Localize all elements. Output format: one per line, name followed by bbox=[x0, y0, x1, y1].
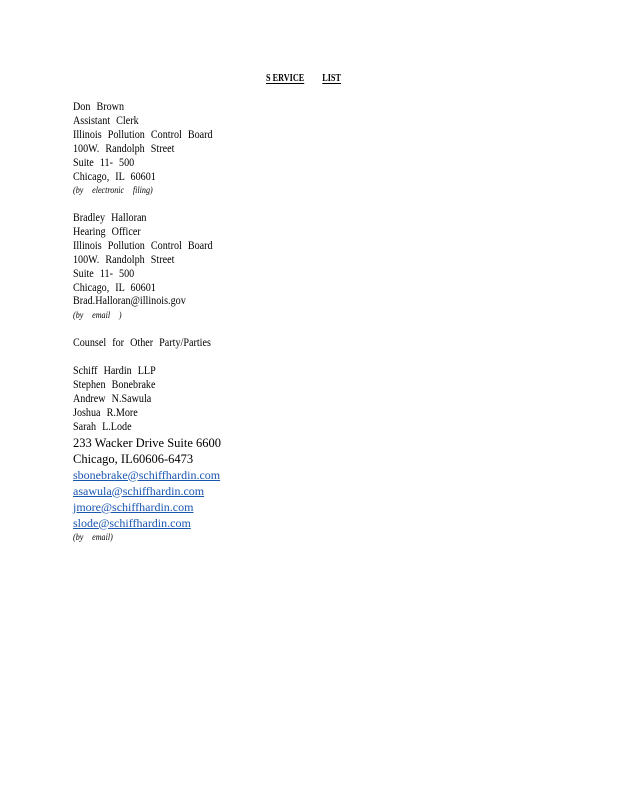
attorney-name: Andrew N.Sawula bbox=[73, 392, 152, 405]
counsel-section bbox=[73, 337, 493, 351]
email-link-slode[interactable]: slode@schiffhardin.com bbox=[73, 515, 191, 530]
recipient-suite: Suite 11- 500 bbox=[73, 156, 135, 169]
recipient-street: 100W. Randolph Street bbox=[73, 142, 175, 155]
page-title bbox=[266, 73, 341, 84]
delivery-method-note: (by email ) bbox=[73, 311, 122, 322]
attorney-name: Sarah L.Lode bbox=[73, 420, 132, 433]
recipient-organization: Illinois Pollution Control Board bbox=[73, 128, 213, 141]
firm-name: Schiff Hardin LLP bbox=[73, 365, 156, 377]
recipient-email: Brad.Halloran@illinois.gov bbox=[73, 295, 186, 308]
delivery-method-note: (by electronic filing) bbox=[73, 186, 153, 197]
recipient-suite: Suite 11- 500 bbox=[73, 267, 135, 280]
recipient-hearing-officer bbox=[73, 212, 493, 323]
recipient-title: Assistant Clerk bbox=[73, 114, 139, 127]
recipient-title: Hearing Officer bbox=[73, 225, 141, 238]
firm-street: 233 Wacker Drive Suite 6600 bbox=[73, 435, 222, 450]
attorney-name: Stephen Bonebrake bbox=[73, 378, 156, 391]
email-link-jmore[interactable]: jmore@schiffhardin.com bbox=[73, 499, 194, 514]
title-part-service: S ERVICE bbox=[266, 73, 305, 84]
recipient-city: Chicago, IL 60601 bbox=[73, 170, 156, 183]
email-link-asawula[interactable]: asawula@schiffhardin.com bbox=[73, 483, 205, 498]
recipient-name: Don Brown bbox=[73, 101, 125, 113]
email-link-sbonebrake[interactable]: sbonebrake@schiffhardin.com bbox=[73, 467, 221, 482]
counsel-heading: Counsel for Other Party/Parties bbox=[73, 337, 211, 349]
recipient-street: 100W. Randolph Street bbox=[73, 253, 175, 266]
recipient-firm bbox=[73, 365, 493, 545]
recipient-organization: Illinois Pollution Control Board bbox=[73, 239, 213, 252]
recipient-city: Chicago, IL 60601 bbox=[73, 281, 156, 294]
recipient-clerk bbox=[73, 101, 493, 198]
attorney-name: Joshua R.More bbox=[73, 406, 138, 419]
delivery-method-note: (by email) bbox=[73, 532, 113, 543]
recipient-name: Bradley Halloran bbox=[73, 212, 147, 224]
firm-city: Chicago, IL60606-6473 bbox=[73, 451, 194, 466]
title-part-list: LIST bbox=[322, 73, 341, 84]
